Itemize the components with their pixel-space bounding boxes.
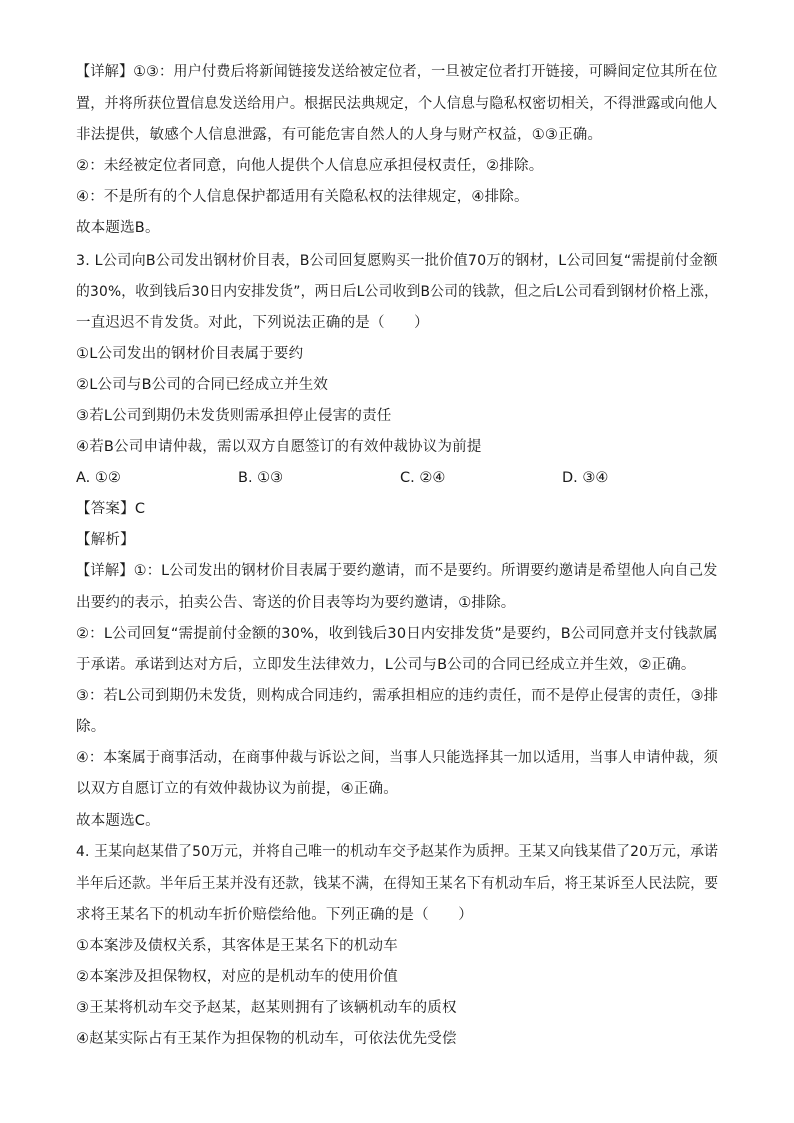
- detail-line: ②：L公司回复“需提前付金额的30%，收到钱后30日内安排发货”是要约，B公司同意并支付钱款属: [76, 626, 718, 642]
- detail-line: 【详解】①：L公司发出的钢材价目表属于要约邀请，而不是要约。所谓要约邀请是希望他人向自己发: [76, 563, 718, 579]
- detail-line: ④：本案属于商事活动，在商事仲裁与诉讼之间，当事人只能选择其一加以适用，当事人申请仲裁，须: [76, 750, 718, 766]
- detail-line: 置，并将所获位置信息发送给用户。根据民法典规定，个人信息与隐私权密切相关，不得泄露或向他人: [76, 96, 718, 112]
- answer-line: [76, 499, 145, 519]
- detail-line: 于承诺。承诺到达对方后，立即发生法律效力，L公司与B公司的合同已经成立并生效，②正确。: [76, 657, 696, 673]
- statement-item: ②L公司与B公司的合同已经成立并生效: [76, 377, 329, 393]
- question-stem-line: 求将王某名下的机动车折价赔偿给他。下列正确的是（ ）: [76, 907, 473, 923]
- question-stem-line: 一直迟迟不肯发货。对此，下列说法正确的是（ ）: [76, 315, 429, 331]
- detail-tag: 【详解】: [76, 64, 134, 80]
- answer-tag: 【答案】: [76, 501, 135, 517]
- question-stem-line: 的30%，收到钱后30日内安排发货”，两日后L公司收到B公司的钱款，但之后L公司看到钢材价格上涨，: [76, 284, 719, 300]
- statement-item: ④赵某实际占有王某作为担保物的机动车，可依法优先受偿: [76, 1031, 457, 1047]
- question-stem-line: 3. L公司向B公司发出钢材价目表，B公司回复愿购买一批价值70万的钢材，L公司回复“需提前付金额: [76, 253, 718, 269]
- statement-item: ④若B公司申请仲裁，需以双方自愿签订的有效仲裁协议为前提: [76, 439, 482, 455]
- option-d: D. ③④: [562, 470, 609, 486]
- option-b: B. ①③: [238, 470, 284, 486]
- answer-value: C: [134, 501, 146, 517]
- detail-line: 以双方自愿订立的有效仲裁协议为前提，④正确。: [76, 781, 398, 797]
- detail-line: 除。: [76, 719, 106, 735]
- option-a: A. ①②: [76, 470, 121, 486]
- detail-tag: 【详解】: [76, 563, 134, 579]
- detail-line: 【详解】①③：用户付费后将新闻链接发送给被定位者，一旦被定位者打开链接，可瞬间定位其所在位: [76, 64, 718, 80]
- detail-line: ④：不是所有的个人信息保护都适用有关隐私权的法律规定，④排除。: [76, 189, 529, 205]
- conclusion-line: 故本题选C。: [76, 813, 160, 829]
- detail-line: 非法提供，敏感个人信息泄露，有可能危害自然人的人身与财产权益，①③正确。: [76, 127, 603, 143]
- statement-item: ③若L公司到期仍未发货则需承担停止侵害的责任: [76, 408, 392, 424]
- question-stem-line: 半年后还款。半年后王某并没有还款，钱某不满，在得知王某名下有机动车后，将王某诉至人民法院，要: [76, 876, 719, 892]
- analysis-tag: 【解析】: [76, 532, 135, 548]
- conclusion-line: 故本题选B。: [76, 220, 160, 236]
- statement-item: ③王某将机动车交予赵某，赵某则拥有了该辆机动车的质权: [76, 1000, 457, 1016]
- option-c: C. ②④: [400, 470, 446, 486]
- detail-line: ③：若L公司到期仍未发货，则构成合同违约，需承担相应的违约责任，而不是停止侵害的责任，③排: [76, 688, 719, 704]
- statement-item: ①L公司发出的钢材价目表属于要约: [76, 346, 304, 362]
- detail-line: 出要约的表示，拍卖公告、寄送的价目表等均为要约邀请，①排除。: [76, 595, 516, 611]
- question-stem-line: 4. 王某向赵某借了50万元，并将自己唯一的机动车交予赵某作为质押。王某又向钱某借了20万元，承诺: [76, 844, 719, 860]
- statement-item: ②本案涉及担保物权，对应的是机动车的使用价值: [76, 969, 398, 985]
- detail-line: ②：未经被定位者同意，向他人提供个人信息应承担侵权责任，②排除。: [76, 158, 544, 174]
- statement-item: ①本案涉及债权关系，其客体是王某名下的机动车: [76, 938, 398, 954]
